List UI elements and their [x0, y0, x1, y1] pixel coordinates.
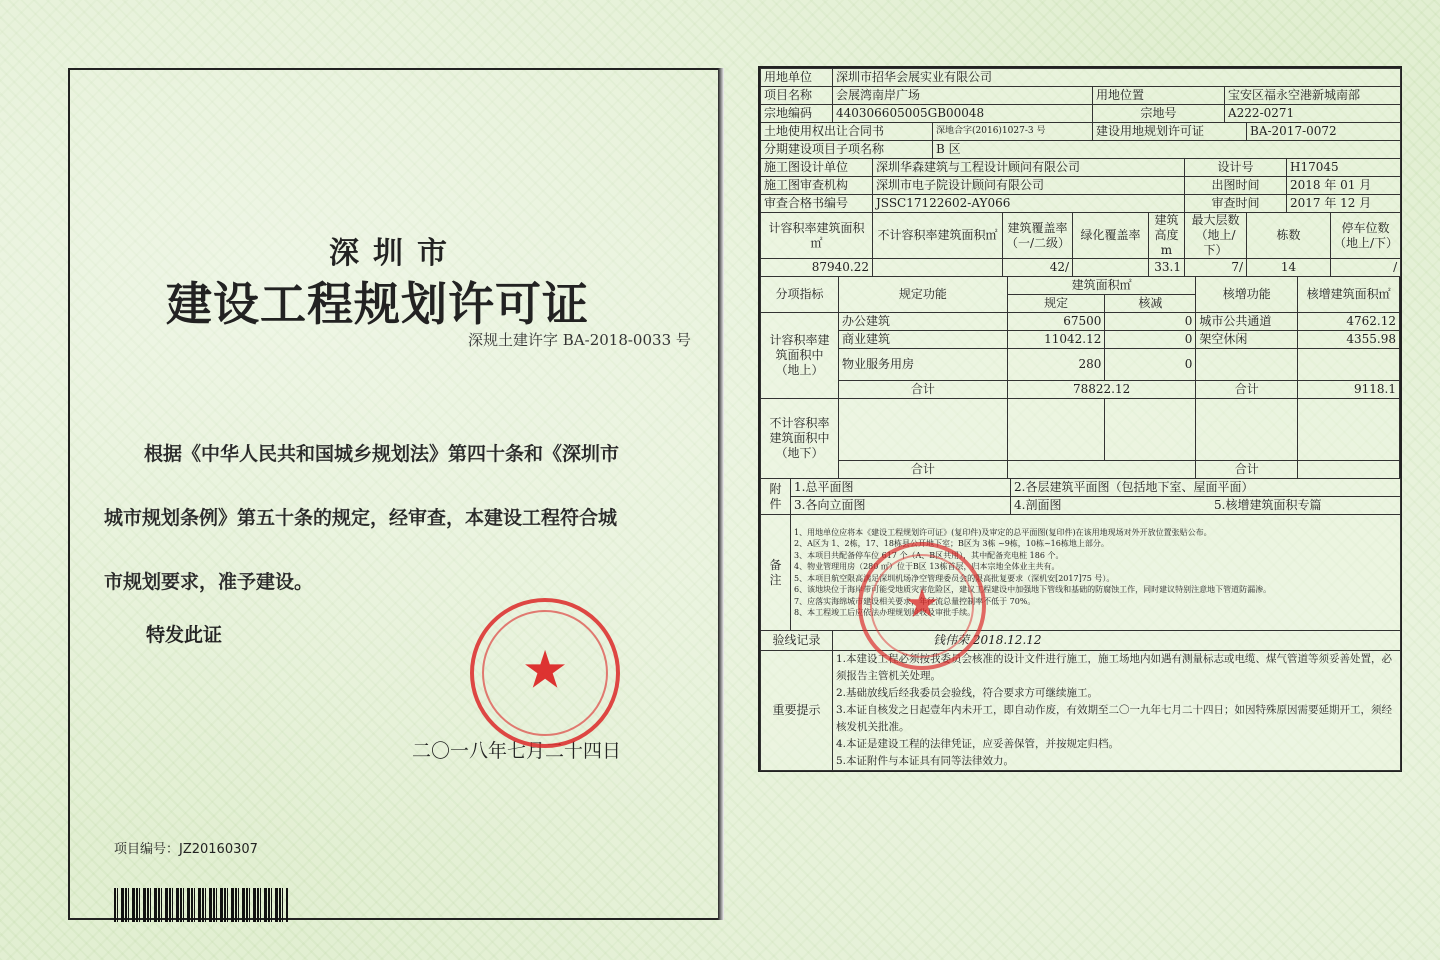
- above-area: 11042.12: [1007, 331, 1104, 349]
- above-deduct: 0: [1105, 331, 1196, 349]
- body-line: 城市规划条例》第五十条的规定，经审查，本建设工程符合城: [104, 507, 618, 529]
- index-value: 87940.22: [761, 259, 873, 277]
- remark-item: 1、用地单位应将本《建设工程规划许可证》(复印件)及审定的总平面图(复印件)在该用地现场对外开放位置张贴公布。: [794, 527, 1212, 537]
- value-land-location: 宝安区福永空港新城南部: [1225, 87, 1401, 105]
- notes-table: [760, 478, 1401, 631]
- value-review-agency: 深圳市电子院设计顾问有限公司: [873, 177, 1185, 195]
- remark-item: 4、物业管理用房（280 ㎡）位于B区 13栋首层，归本宗地全体业主共有。: [794, 562, 1060, 571]
- above-area: 67500: [1007, 313, 1104, 331]
- index-header: 不计容积率建筑面积㎡: [873, 213, 1003, 259]
- index-header: 建筑高度 m: [1149, 213, 1185, 259]
- value-drawing-date: 2018 年 01 月: [1287, 177, 1401, 195]
- tip-item: 4.本证是建设工程的法律凭证，应妥善保管，并按规定归档。: [836, 738, 1120, 750]
- above-total-area: 78822.12: [1007, 381, 1195, 399]
- label-review-agency: 施工图审查机构: [761, 177, 873, 195]
- above-func: 办公建筑: [838, 313, 1007, 331]
- star-icon: ★: [521, 640, 569, 701]
- project-number: 项目编号：JZ20160307: [114, 842, 258, 857]
- label-land-contract: 土地使用权出让合同书: [761, 123, 933, 141]
- label-design-unit: 施工图设计单位: [761, 159, 873, 177]
- certificate-left-page: [68, 68, 720, 920]
- remark-item: 3、本项目共配备停车位 617 个（A、B区共用），其中配备充电桩 186 个。: [794, 550, 1064, 560]
- value-design-unit: 深圳华森建筑与工程设计顾问有限公司: [873, 159, 1185, 177]
- index-value: [873, 259, 1003, 277]
- value-land-permit: BA-2017-0072: [1247, 123, 1401, 141]
- index-header: 建筑覆盖率（一/二级）: [1003, 213, 1073, 259]
- inspection-table: [760, 630, 1401, 771]
- index-value: 33.1: [1149, 259, 1185, 277]
- value-sub-project: B 区: [933, 141, 1401, 159]
- value-land-user: 深圳市招华会展实业有限公司: [833, 69, 1401, 87]
- label-review-cert: 审查合格书编号: [761, 195, 873, 213]
- tip-item: 1.本建设工程必须按我委员会核准的设计文件进行施工，施工场地内如遇有测量标志或电缆、煤气管道等须妥善处置，必须报告主管机关处理。: [836, 653, 1393, 682]
- certificate-right-page: [758, 66, 1402, 772]
- below-ground-label: 不计容积率建筑面积中（地下）: [761, 399, 839, 479]
- area-breakdown-table: [760, 276, 1400, 479]
- attachment-item: 1.总平面图: [791, 479, 1011, 497]
- certificate-title: 建设工程规划许可证: [166, 277, 589, 331]
- above-add-area: 4762.12: [1298, 313, 1400, 331]
- value-review-cert: JSSC17122602-AY066: [873, 195, 1185, 213]
- above-total-add: 9118.1: [1298, 381, 1400, 399]
- index-header: 栋数: [1247, 213, 1331, 259]
- sub-index-label: 分项指标: [761, 277, 839, 313]
- index-header: 绿化覆盖率: [1073, 213, 1149, 259]
- sub-spec-header: 规定: [1007, 295, 1104, 313]
- tip-item: 3.本证自核发之日起壹年内未开工，即自动作废，有效期至二〇一九年七月二十四日；如因特殊原因需要延期开工，须经核发机关批准。: [836, 704, 1393, 733]
- above-total-label2: 合计: [1196, 381, 1298, 399]
- permit-number: 深规土建许字 BA-2018-0033 号: [468, 331, 691, 349]
- label-project-name: 项目名称: [761, 87, 833, 105]
- remark-item: 5、本项目航空限高满足深圳机场净空管理委员会的限高批复要求（深机安[2017]75 号）。: [794, 573, 1115, 583]
- label-land-user: 用地单位: [761, 69, 833, 87]
- value-parcel-no: A222-0271: [1225, 105, 1401, 123]
- certificate-city: 深圳市: [329, 236, 461, 271]
- remarks-label: 备注: [761, 515, 791, 631]
- above-area: 280: [1007, 349, 1104, 381]
- label-parcel-no: 宗地号: [1093, 105, 1225, 123]
- attachment-item: [1011, 497, 1401, 515]
- body-line: 市规划要求，准予建设。: [104, 571, 314, 593]
- sub-add-func-header: 核增功能: [1196, 277, 1298, 313]
- value-project-name: 会展湾南岸广场: [833, 87, 1093, 105]
- index-value: 42/: [1003, 259, 1073, 277]
- label-parcel-code: 宗地编码: [761, 105, 833, 123]
- sub-func-header: 规定功能: [838, 277, 1007, 313]
- below-total-label: 合计: [838, 461, 1007, 479]
- attachment-item: 3.各向立面图: [791, 497, 1011, 515]
- value-parcel-code: 440306605005GB00048: [833, 105, 1093, 123]
- label-drawing-date: 出图时间: [1185, 177, 1287, 195]
- body-line: 根据《中华人民共和国城乡规划法》第四十条和《深圳市: [144, 443, 620, 465]
- label-land-location: 用地位置: [1093, 87, 1225, 105]
- barcode: [114, 888, 288, 922]
- value-land-contract: 深地合字(2016)1027-3 号: [933, 123, 1093, 141]
- issue-date: 二〇一八年七月二十四日: [412, 740, 622, 762]
- attachment-item: 5.核增建筑面积专篇: [1214, 498, 1322, 512]
- sub-verify-header: 核减: [1105, 295, 1196, 313]
- above-total-label: 合计: [838, 381, 1007, 399]
- tips-label: 重要提示: [761, 651, 833, 771]
- review-seal: [858, 542, 986, 670]
- index-value: [1073, 259, 1149, 277]
- attachment-label: 附件: [761, 479, 791, 515]
- tip-item: 5.本证附件与本证具有同等法律效力。: [836, 755, 1015, 767]
- index-value: /: [1331, 259, 1401, 277]
- above-add-area: 4355.98: [1298, 331, 1400, 349]
- check-value: 钱伟荣 2018.12.12: [833, 631, 1401, 651]
- star-icon: ★: [904, 581, 940, 627]
- book-spine: [718, 68, 724, 920]
- above-add-func: 架空休闲: [1196, 331, 1298, 349]
- above-func: 商业建筑: [838, 331, 1007, 349]
- above-func: 物业服务用房: [838, 349, 1007, 381]
- label-land-permit: 建设用地规划许可证: [1093, 123, 1247, 141]
- remark-item: 8、本工程竣工后应依法办理规划验收及审批手续。: [794, 608, 976, 617]
- label-sub-project: 分期建设项目子项名称: [761, 141, 933, 159]
- tip-item: 2.基础放线后经我委员会验线，符合要求方可继续施工。: [836, 687, 1099, 699]
- above-deduct: 0: [1105, 313, 1196, 331]
- remark-item: 7、应落实海绵城市建设相关要求，年径流总量控制率不低于 70%。: [794, 596, 1036, 606]
- sub-area-header: 建筑面积㎡: [1007, 277, 1195, 295]
- above-ground-label: 计容积率建筑面积中（地上）: [761, 313, 839, 399]
- below-total-label2: 合计: [1196, 461, 1298, 479]
- index-value: 7/: [1185, 259, 1247, 277]
- attachment-item: 2.各层建筑平面图（包括地下室、屋面平面）: [1011, 479, 1401, 497]
- label-design-no: 设计号: [1185, 159, 1287, 177]
- issue-statement: 特发此证: [146, 624, 223, 646]
- value-review-date: 2017 年 12 月: [1287, 195, 1401, 213]
- remark-item: 2、A区为 1、2栋，17、18栋县公开地下室；B区为 3栋 ~9栋，10栋~16栋地上部分。: [794, 539, 1109, 548]
- label-review-date: 审查时间: [1185, 195, 1287, 213]
- above-add-func: [1196, 349, 1298, 381]
- index-header: 计容积率建筑面积㎡: [761, 213, 873, 259]
- certificate-body: [104, 422, 704, 614]
- official-seal: [470, 598, 620, 748]
- value-design-no: H17045: [1287, 159, 1401, 177]
- above-add-area: [1298, 349, 1400, 381]
- above-add-func: 城市公共通道: [1196, 313, 1298, 331]
- above-deduct: 0: [1105, 349, 1196, 381]
- index-header: 最大层数（地上/下）: [1185, 213, 1247, 259]
- sub-add-area-header: 核增建筑面积㎡: [1298, 277, 1400, 313]
- check-label: 验线记录: [761, 631, 833, 651]
- index-header: 停车位数（地上/下）: [1331, 213, 1401, 259]
- attachment-item: 4.剖面图: [1014, 498, 1062, 512]
- project-info-table: [760, 68, 1401, 277]
- index-value: 14: [1247, 259, 1331, 277]
- remark-item: 6、该地块位于海岸带可能受地质灾害危险区，建议工程建设中加强地下管线和基础的防腐蚀工作，同时建议特别注意地下管道防漏渗。: [794, 585, 1272, 594]
